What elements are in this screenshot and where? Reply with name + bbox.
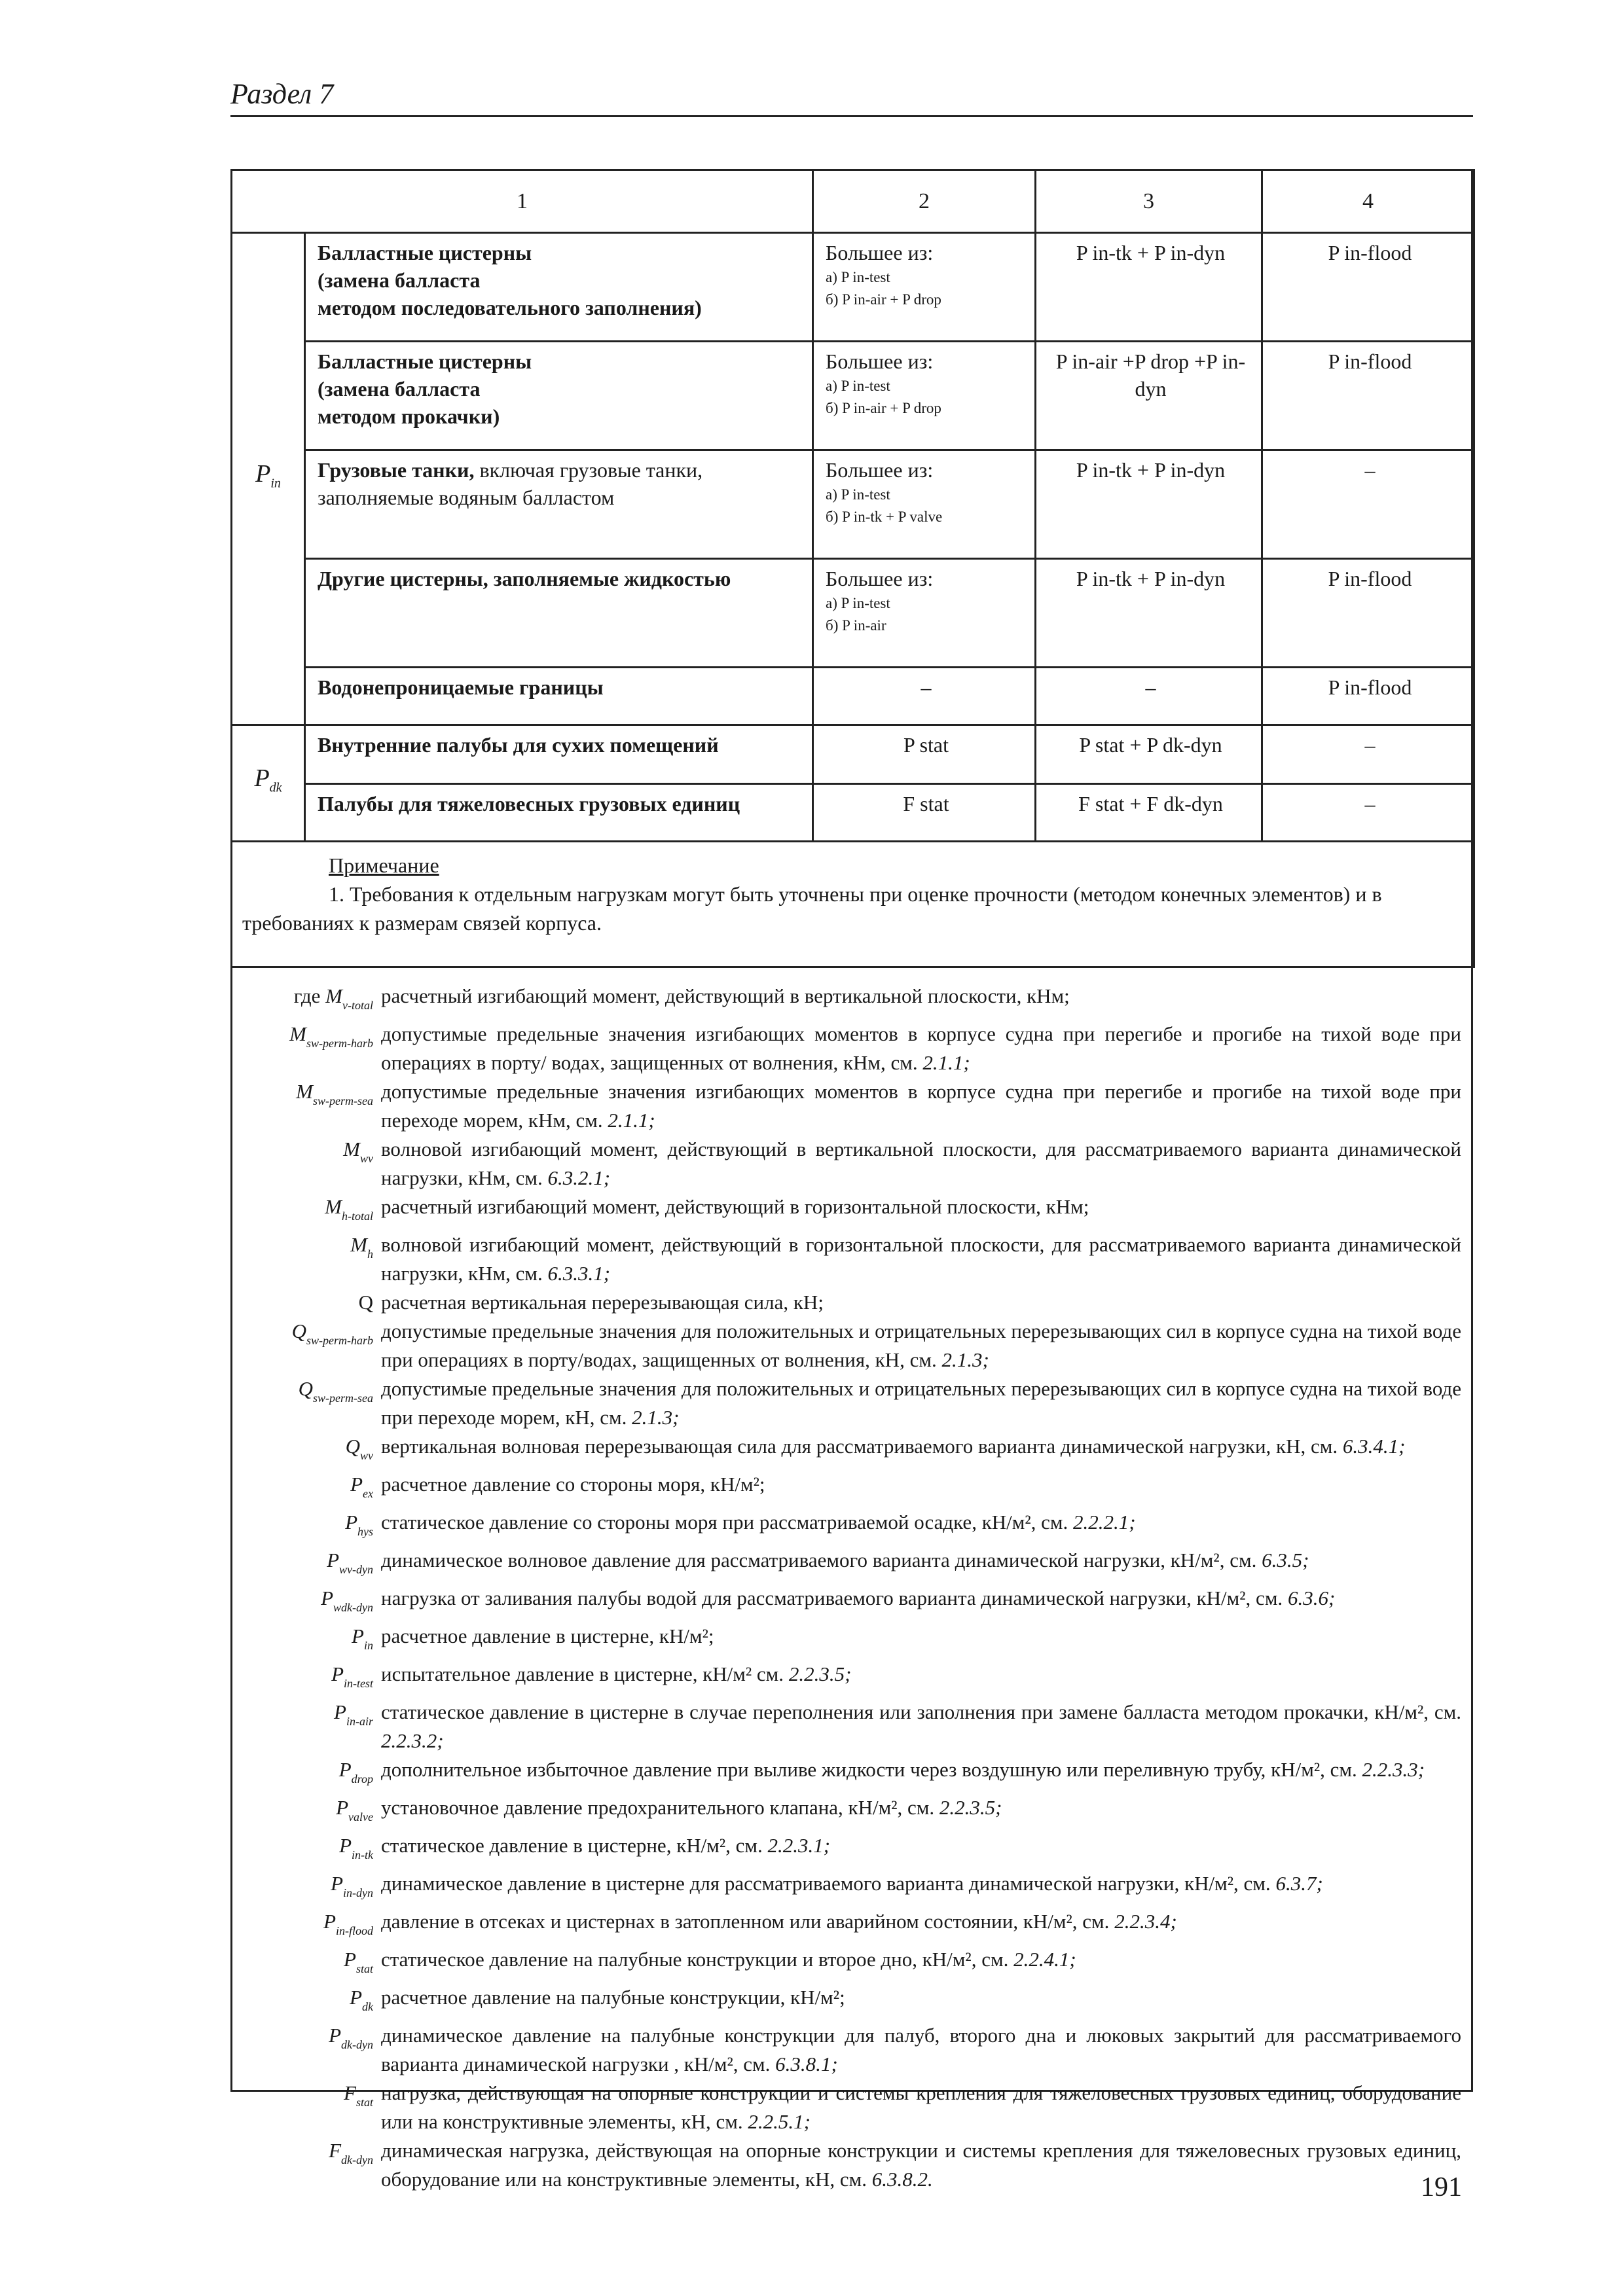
definition-symbol: Q [358, 1291, 373, 1314]
col-header: 4 [1262, 170, 1474, 233]
row-name: Грузовые танки, включая грузовые танки, заполняемые водяным балластом [305, 450, 813, 559]
row-col4: P in-flood [1262, 668, 1474, 725]
table-row [232, 233, 1474, 342]
definition-ref: 2.1.1; [922, 1051, 970, 1074]
header-rule [230, 115, 1473, 117]
definition-item [242, 1020, 1461, 1077]
definition-item [242, 1077, 1461, 1135]
definition-item [242, 1755, 1461, 1793]
definition-text: допустимые предельные значения для положительных и отрицательных перерезывающих сил в корпусе судна на тихой воде при переходе морем, кН, см. 2.1.3; [381, 1377, 1461, 1429]
definition-text: расчетное давление на палубные конструкции, кН/м²; [381, 1986, 845, 2009]
definition-ref: 2.2.3.5; [939, 1796, 1002, 1819]
definition-ref: 6.3.5; [1262, 1549, 1309, 1571]
definition-item [242, 1317, 1461, 1374]
definition-ref: 6.3.2.1; [547, 1166, 611, 1189]
note-title: Примечание [329, 853, 439, 877]
row-col2: Большее из: а) P in-test б) P in-air + P drop [813, 233, 1036, 342]
definition-symbol: $P_{wv-dyn}$ [327, 1549, 373, 1576]
row-col2: P stat [813, 725, 1036, 784]
row-name: Другие цистерны, заполняемые жидкостью [305, 559, 813, 668]
definition-symbol: $P_{wdk-dyn}$ [321, 1587, 373, 1614]
group-label-p-dk: $P_{dk}$ [232, 725, 305, 842]
definition-ref: 2.2.4.1; [1013, 1948, 1076, 1971]
definition-symbol: $M_h$ [350, 1233, 373, 1261]
definition-symbol: $P_{ex}$ [350, 1473, 373, 1500]
definition-item [242, 1432, 1461, 1470]
definition-text: статическое давление в цистерне, кН/м², см. 2.2.3.1; [381, 1834, 831, 1857]
definition-ref: 2.1.1; [608, 1109, 655, 1132]
definition-symbol: $M_{wv}$ [343, 1138, 373, 1165]
definition-text: нагрузка, действующая на опорные конструкции и системы крепления для тяжеловесных грузовых единиц, оборудование или на конструктивные элементы, кН, см. 2.2.5.1; [381, 2081, 1461, 2133]
definition-symbol: $Q_{sw-perm-harb}$ [291, 1319, 373, 1347]
definition-symbol: $P_{dk-dyn}$ [329, 2024, 373, 2051]
definition-text: расчетное давление со стороны моря, кН/м²; [381, 1473, 765, 1496]
row-col4: – [1262, 784, 1474, 842]
definition-item [242, 2079, 1461, 2136]
definition-text: допустимые предельные значения изгибающих моментов в корпусе судна при перегибе и прогибе на тихой воде при операциях в порту/ водах, защищенных от волнения, кНм, см. 2.1.1; [381, 1022, 1461, 1074]
definition-ref: 2.2.5.1; [748, 2110, 811, 2133]
table-header-row [232, 170, 1474, 233]
definition-item [242, 1288, 1461, 1317]
row-name: Балластные цистерны (замена балласта методом прокачки) [305, 342, 813, 450]
row-col2: – [813, 668, 1036, 725]
definition-text: давление в отсеках и цистернах в затопленном или аварийном состоянии, кН/м², см. 2.2.3.4; [381, 1910, 1177, 1933]
row-col2: Большее из: а) P in-test б) P in-air + P drop [813, 342, 1036, 450]
definition-ref: 6.3.8.2. [871, 2168, 933, 2191]
definition-ref: 6.3.4.1; [1342, 1435, 1406, 1458]
definition-symbol: $P_{in}$ [352, 1624, 373, 1652]
definition-symbol: $P_{dk}$ [350, 1986, 373, 2013]
definition-symbol: $P_{hys}$ [345, 1511, 373, 1538]
definition-symbol: $P_{in-tk}$ [339, 1834, 373, 1861]
definition-text: динамическая нагрузка, действующая на опорные конструкции и системы крепления для тяжеловесных грузовых единиц, оборудование или на конструктивные элементы, кН, см. 6.3.8.2. [381, 2139, 1461, 2191]
row-col3: – [1036, 668, 1262, 725]
definition-item [242, 1135, 1461, 1193]
definition-text: динамическое давление в цистерне для рассматриваемого варианта динамической нагрузки, кН/м², см. 6.3.7; [381, 1872, 1323, 1895]
definition-symbol: $P_{stat}$ [344, 1948, 373, 1975]
table-note [242, 851, 1461, 937]
definition-symbol: $M_{h-total}$ [325, 1195, 373, 1223]
definition-item [242, 1869, 1461, 1907]
definition-item [242, 2136, 1461, 2194]
row-col3: P in-tk + P in-dyn [1036, 450, 1262, 559]
definition-symbol: $M_{sw-perm-harb}$ [289, 1022, 373, 1050]
definition-text: расчетный изгибающий момент, действующий в горизонтальной плоскости, кНм; [381, 1195, 1089, 1218]
loads-table [230, 169, 1475, 968]
row-col2: F stat [813, 784, 1036, 842]
section-header: Раздел 7 [230, 78, 334, 110]
row-col3: P stat + P dk-dyn [1036, 725, 1262, 784]
col-header: 2 [813, 170, 1036, 233]
table-row [232, 668, 1474, 725]
definition-symbol: $Q_{wv}$ [345, 1435, 373, 1462]
row-col4: P in-flood [1262, 342, 1474, 450]
definition-ref: 6.3.3.1; [547, 1262, 611, 1285]
row-col3: P in-air +P drop +P in-dyn [1036, 342, 1262, 450]
definition-item [242, 1546, 1461, 1584]
definition-symbol: где $M_{v-total}$ [293, 984, 373, 1012]
definition-ref: 2.1.3; [941, 1348, 989, 1371]
table-row [232, 450, 1474, 559]
definition-item [242, 1508, 1461, 1546]
definition-ref: 2.2.3.3; [1362, 1758, 1425, 1781]
row-col3: P in-tk + P in-dyn [1036, 559, 1262, 668]
definition-item [242, 1907, 1461, 1945]
definition-item [242, 1374, 1461, 1432]
definition-ref: 6.3.7; [1275, 1872, 1323, 1895]
row-name: Балластные цистерны (замена балласта методом последовательного заполнения) [305, 233, 813, 342]
definition-symbol: $F_{stat}$ [344, 2081, 373, 2109]
definition-item [242, 2021, 1461, 2079]
row-col3: F stat + F dk-dyn [1036, 784, 1262, 842]
definition-symbol: $Q_{sw-perm-sea}$ [298, 1377, 373, 1405]
definition-text: расчетный изгибающий момент, действующий в вертикальной плоскости, кНм; [381, 984, 1070, 1007]
row-col2: Большее из: а) P in-test б) P in-tk + P valve [813, 450, 1036, 559]
definition-text: динамическое волновое давление для рассматриваемого варианта динамической нагрузки, кН/м², см. 6.3.5; [381, 1549, 1309, 1571]
table-row [232, 725, 1474, 784]
row-col4: P in-flood [1262, 233, 1474, 342]
definition-item [242, 1660, 1461, 1698]
definition-ref: 2.2.3.4; [1114, 1910, 1177, 1933]
definition-text: расчетное давление в цистерне, кН/м²; [381, 1624, 714, 1647]
definition-item [242, 1193, 1461, 1230]
group-label-p-in: $P_{in}$ [232, 233, 305, 725]
definition-symbol: $P_{in-flood}$ [323, 1910, 373, 1937]
definition-item [242, 1831, 1461, 1869]
definition-text: волновой изгибающий момент, действующий в вертикальной плоскости, для рассматриваемого варианта динамической нагрузки, кНм, см. 6.3.2.1; [381, 1138, 1461, 1189]
definition-symbol: $P_{in-dyn}$ [331, 1872, 373, 1899]
definition-item [242, 1945, 1461, 1983]
row-name: Водонепроницаемые границы [305, 668, 813, 725]
definition-text: допустимые предельные значения для положительных и отрицательных перерезывающих сил в корпусе судна на тихой воде при операциях в порту/водах, защищенных от волнения, кН, см. 2.1.3; [381, 1319, 1461, 1371]
definitions-list [242, 982, 1461, 2194]
definition-symbol: $P_{drop}$ [338, 1758, 373, 1785]
definition-ref: 2.1.3; [632, 1406, 680, 1429]
note-text: 1. Требования к отдельным нагрузкам могут быть уточнены при оценке прочности (методом конечных элементов) и в требованиях к размерам связей корпуса. [242, 882, 1382, 935]
definition-ref: 2.2.2.1; [1073, 1511, 1136, 1534]
definition-text: допустимые предельные значения изгибающих моментов в корпусе судна при перегибе и прогибе на тихой воде при переходе морем, кНм, см. 2.1.1; [381, 1080, 1461, 1132]
definition-text: нагрузка от заливания палубы водой для рассматриваемого варианта динамической нагрузки, кН/м², см. 6.3.6; [381, 1587, 1336, 1609]
definition-item [242, 1622, 1461, 1660]
definition-text: дополнительное избыточное давление при выливе жидкости через воздушную или переливную трубу, кН/м², см. 2.2.3.3; [381, 1758, 1425, 1781]
table-row [232, 559, 1474, 668]
row-col4: – [1262, 450, 1474, 559]
definition-item [242, 982, 1461, 1020]
definition-text: установочное давление предохранительного клапана, кН/м², см. 2.2.3.5; [381, 1796, 1002, 1819]
definition-text: волновой изгибающий момент, действующий в горизонтальной плоскости, для рассматриваемого варианта динамической нагрузки, кНм, см. 6.3.3.1; [381, 1233, 1461, 1285]
row-col4: P in-flood [1262, 559, 1474, 668]
definition-symbol: $P_{in-air}$ [334, 1700, 373, 1728]
definition-text: вертикальная волновая перерезывающая сила для рассматриваемого варианта динамической нагрузки, кН, см. 6.3.4.1; [381, 1435, 1406, 1458]
definition-item [242, 1698, 1461, 1755]
definition-ref: 6.3.6; [1287, 1587, 1336, 1609]
definition-text: статическое давление в цистерне в случае переполнения или заполнения при замене балласта методом прокачки, кН/м², см. 2.2.3.2; [381, 1700, 1461, 1752]
definition-text: испытательное давление в цистерне, кН/м² см. 2.2.3.5; [381, 1662, 852, 1685]
definition-ref: 2.2.3.1; [767, 1834, 831, 1857]
col-header: 3 [1036, 170, 1262, 233]
definition-text: динамическое давление на палубные конструкции для палуб, второго дна и люковых закрытий для рассматриваемого варианта динамической нагрузки , кН/м², см. 6.3.8.1; [381, 2024, 1461, 2075]
definition-ref: 2.2.3.2; [381, 1729, 444, 1752]
page-number: 191 [1421, 2172, 1462, 2202]
definition-item [242, 1230, 1461, 1288]
row-name: Внутренние палубы для сухих помещений [305, 725, 813, 784]
row-name: Палубы для тяжеловесных грузовых единиц [305, 784, 813, 842]
definition-symbol: $F_{dk-dyn}$ [329, 2139, 373, 2166]
definition-item [242, 1584, 1461, 1622]
definition-symbol: $P_{in-test}$ [331, 1662, 373, 1690]
definition-ref: 2.2.3.5; [788, 1662, 852, 1685]
definition-text: расчетная вертикальная перерезывающая сила, кН; [381, 1291, 824, 1314]
table-row [232, 784, 1474, 842]
definition-prefix: где [293, 984, 326, 1007]
row-col2: Большее из: а) P in-test б) P in-air [813, 559, 1036, 668]
definition-text: статическое давление со стороны моря при рассматриваемой осадке, кН/м², см. 2.2.2.1; [381, 1511, 1136, 1534]
table-row [232, 342, 1474, 450]
definition-ref: 6.3.8.1; [775, 2053, 838, 2075]
row-col3: P in-tk + P in-dyn [1036, 233, 1262, 342]
definition-symbol: $M_{sw-perm-sea}$ [296, 1080, 373, 1107]
col-header: 1 [232, 170, 813, 233]
definition-item [242, 1793, 1461, 1831]
definition-symbol: $P_{valve}$ [336, 1796, 373, 1823]
row-col4: – [1262, 725, 1474, 784]
definition-text: статическое давление на палубные конструкции и второе дно, кН/м², см. 2.2.4.1; [381, 1948, 1076, 1971]
definition-item [242, 1983, 1461, 2021]
definition-item [242, 1470, 1461, 1508]
